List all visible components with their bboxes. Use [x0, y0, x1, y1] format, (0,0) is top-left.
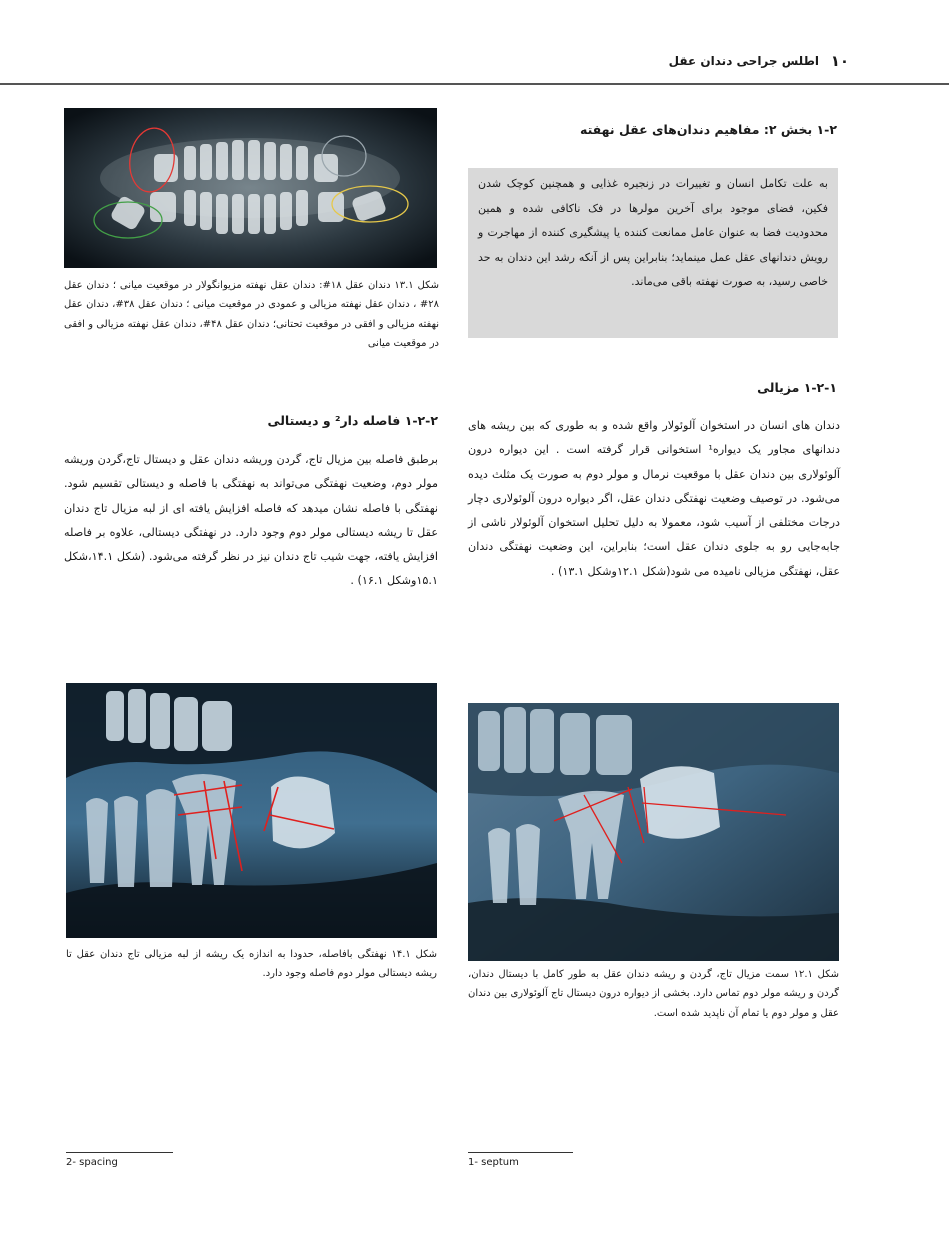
header-rule [0, 83, 949, 85]
page-number: ۱۰ [830, 52, 849, 70]
xray-figure-12 [468, 703, 839, 961]
figure-caption-12: شکل ۱۲.۱ سمت مزیال تاج، گردن و ریشه دندان عقل به طور کامل با دیستال دندان، گردن و ریشه مولر دوم تماس دارد. بخشی از دیواره درون دیستال تاج آلوئولاری بین دندان عقل و مولر دوم یا تمام آن ناپدید شده است. [468, 969, 839, 1019]
section-body-1-2-2: برطبق فاصله بین مزیال تاج، گردن وریشه دندان عقل و دیستال تاج،گردن وریشه مولر دوم، وضعیت نهفتگی می‌تواند به نهفتگی با فاصله و دیستالی تقسیم شود. نهفتگی با فاصله نشان میدهد که فاصله افزایش یافته ای از لبه مزیال تاج دندان عقل تا ریشه دیستالی مولر دوم وجود دارد. در نهفتگی دیستالی، علاوه بر فاصله افزایش یافته، جهت شیب تاج دندان نیز در نظر گرفته می‌شود. (شکل ۱۴.۱،شکل ۱۵.۱وشکل ۱۶.۱) . [64, 453, 438, 588]
figure-caption-13: شکل ۱۳.۱ دندان عقل ۱۸#: دندان عقل نهفته مزیوانگولار در موقعیت میانی ؛ دندان عقل ۲۸# ، دندان عقل نهفته مزیالی و عمودی در موقعیت میانی ؛ دندان عقل ۳۸#، دندان عقل نهفته مزیالی و افقی در موقعیت تحتانی؛ دندان عقل ۴۸#، دندان عقل نهفته مزیالی و افقی در موقعیت میانی [64, 280, 439, 350]
highlight-box [468, 168, 838, 338]
footnote-rule-right [468, 1152, 573, 1153]
xray-figure-14 [66, 683, 437, 938]
section-body-1-2-1: دندان های انسان در استخوان آلوئولار واقع شده و به طوری که بین ریشه های دندانهای مجاور یک دیواره¹ استخوانی قرار گرفته است . این دیواره درون آلوئولاری بین دندان عقل با موقعیت نرمال و مولر دوم به صورت یک مثلث دیده می‌شود. در توصیف وضعیت نهفتگی دندان عقل، اگر دیواره درون آلوئولاری دچار درجات مختلفی از آسیب شود، معمولا به دلیل تحلیل استخوان آلوئولار ناشی از جابه‌جایی رو به جلوی دندان عقل است؛ بنابراین، این وضعیت نهفتگی دندان عقل، نهفتگی مزیالی نامیده می شود(شکل ۱۲.۱وشکل ۱۳.۱) . [468, 419, 841, 578]
running-title: اطلس جراحی دندان عقل [668, 54, 819, 68]
footnote-right: 1- septum [468, 1157, 519, 1168]
panoramic-xray-figure [64, 108, 437, 268]
section-heading-1-2-1: ۱-۲-۱ مزیالی [757, 380, 837, 395]
footnote-rule-left [66, 1152, 173, 1153]
footnote-left: 2- spacing [66, 1157, 118, 1168]
figure-caption-14: شکل ۱۴.۱ نهفتگی بافاصله، حدودا به اندازه یک ریشه از لبه مزیالی تاج دندان عقل تا ریشه دیستالی مولر دوم فاصله وجود دارد. [66, 949, 437, 980]
section-heading-1-2: ۱-۲ بخش ۲: مفاهیم دندان‌های عقل نهفته [580, 122, 837, 137]
highlight-box-text: به علت تکامل انسان و تغییرات در زنجیره غذایی و همچنین کوچک شدن فکین، فضای موجود برای آخرین مولرها در فک ناکافی شده و همین محدودیت فضا به عنوان عامل ممانعت کننده یا پیشگیری کننده از مهاجرت و رویش دندانهای عقل عمل مینماید؛ بنابراین پس از آنکه رشد این دندان به حد خاصی رسید، به صورت نهفته باقی می‌ماند. [478, 177, 828, 288]
section-heading-1-2-2: ۱-۲-۲ فاصله دار² و دیستالی [267, 413, 438, 428]
